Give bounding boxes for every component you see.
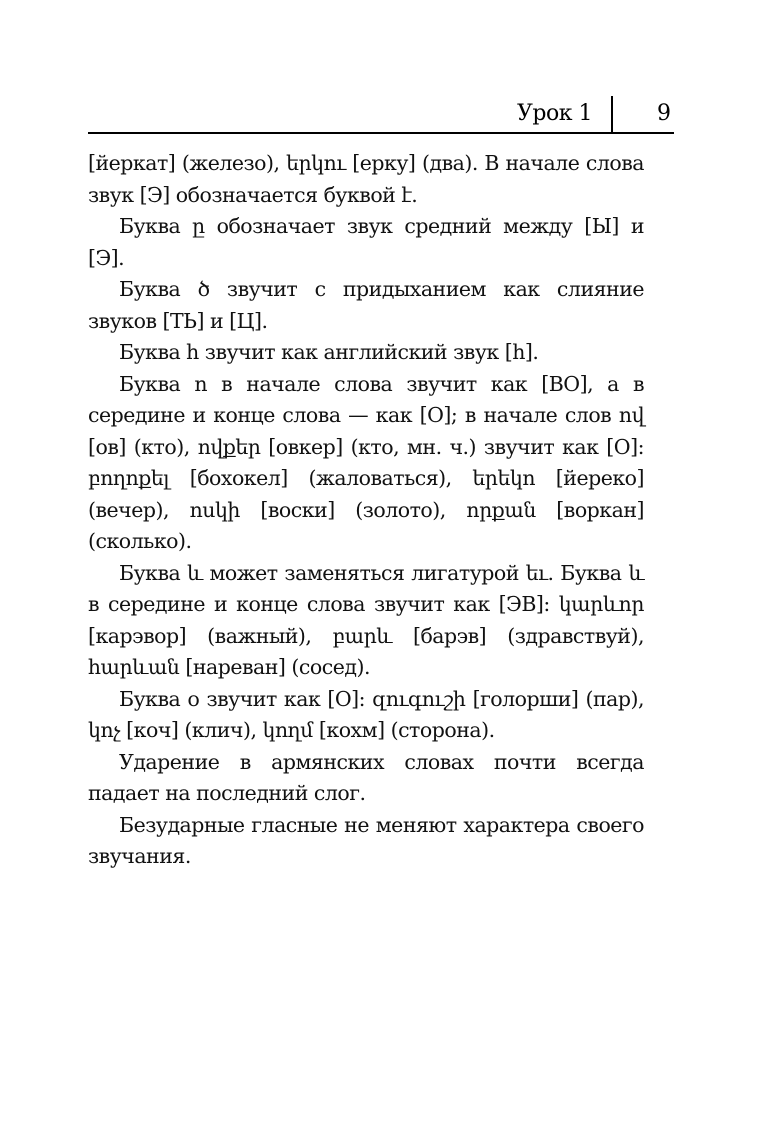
paragraph-8: Ударение в армянских словах почти всегда падает на последний слог. [88,749,644,805]
paragraph-6: Буква և может заменяться лигатурой եւ. Буква և в середине и конце слова звучит как [ЭВ]: կարևոր [карэвор] (важный), բարև [барэв] (здравствуй), հարևան [нарeван] (сосед). [88,560,644,679]
paragraph-1: [йеркат] (железо), երկու [ерку] (два). В начале слова звук [Э] обозначается буквой է. [88,151,644,207]
paragraph-9: Безударные гласные не меняют характера своего звучания. [88,812,644,868]
paragraph-3: Буква ծ звучит с придыханием как слияние звуков [ТЬ] и [Ц]. [88,277,644,333]
paragraph-5: Буква ո в начале слова звучит как [ВО], а в середине и конце слова — как [О]; в начале слов ով [ов] (кто), ովքեր [овкер] (кто, мн. ч.) звучит как [О]: բողոքել [бохокел] (жаловаться), երեկո [йереко] (вечер), ոսկի [воски] (золото), որքան [воркан] (сколько). [88,371,644,553]
paragraph-2: Буква ը обозначает звук средний между [Ы] и [Э]. [88,214,644,270]
header-separator [611,96,613,132]
paragraph-7: Буква օ звучит как [О]: զուգուշի [голорши] (пар), կոչ [коч] (клич), կողմ [кохм] (сторона). [88,686,644,742]
body-text [88,148,644,873]
lesson-title: Урок 1 [517,101,592,126]
running-head [88,96,674,134]
paragraph-4: Буква հ звучит как английский звук [h]. [119,340,539,364]
page-number: 9 [657,101,671,126]
